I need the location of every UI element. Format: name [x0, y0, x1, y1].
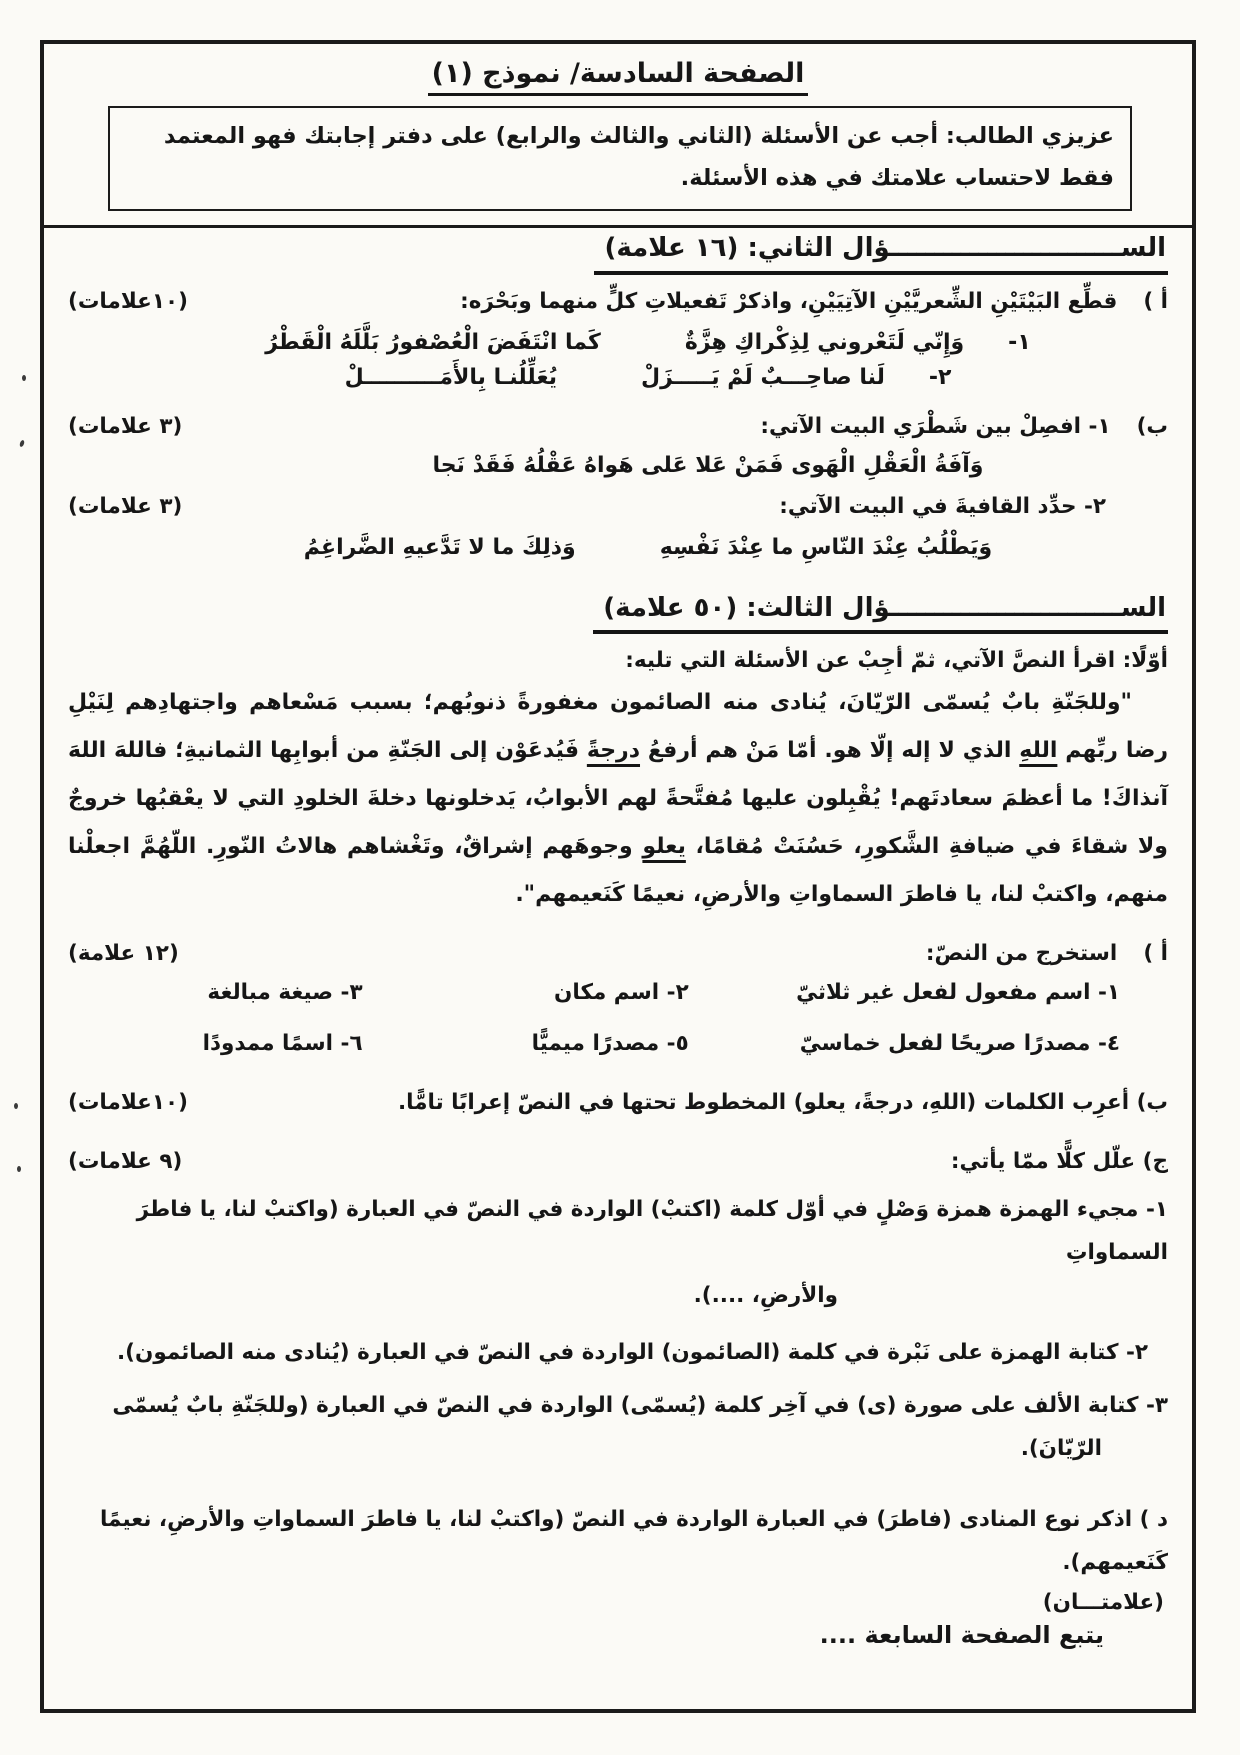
extract-item-2: ٢- اسم مكان [554, 980, 689, 1006]
question2-header: الســــــــــــــــــــــــــؤال الثاني: (١٦ علامة) [594, 232, 1168, 275]
q2-part-a-marks: (١٠علامات) [68, 288, 188, 314]
extract-item-4: ٤- مصدرًا صريحًا لفعل خماسيّ [799, 1031, 1120, 1057]
passage-underlined-darajah: درجةً [586, 738, 641, 764]
passage-seg-2: الذي لا إله إلّا هو. أمّا مَنْ هم أرفعُ [640, 738, 1020, 764]
scan-artifact [17, 1166, 21, 1172]
passage-underlined-allah: اللهِ [1019, 738, 1058, 764]
continuation-text: يتبع الصفحة السابعة .... [819, 1621, 1104, 1650]
page-frame [40, 40, 1196, 1713]
q2-verse-3 [248, 453, 1168, 478]
q3-parse-text: ب) أعرِب الكلمات (اللهِ، درجةً، يعلو) المخطوط تحتها في النصّ إعرابًا تامًّا. [397, 1090, 1168, 1116]
scan-artifact [22, 375, 26, 381]
q3-parse-row [68, 1090, 1168, 1115]
q2-part-a-label: أ ) [1143, 288, 1168, 314]
q3-extract-row [68, 941, 1168, 966]
instruction-text: عزيزي الطالب: أجب عن الأسئلة (الثاني والثالث والرابع) على دفتر إجابتك فهو المعتمد فقط لاحتساب علامتك في هذه الأسئلة. [163, 123, 1114, 191]
q3-extract-label: أ ) [1143, 941, 1168, 967]
justify-reason-1 [68, 1188, 1168, 1317]
justify-reason-2 [68, 1331, 1168, 1374]
reason-1-line-2: والأرضِ، ....). [693, 1283, 838, 1309]
reason-3-line-2: الرّيّانَ). [1020, 1436, 1102, 1462]
q3-justify-marks: (٩ علامات) [68, 1149, 183, 1175]
q3-extract-grid [68, 980, 1168, 1056]
question3-header: الســــــــــــــــــــــــــؤال الثالث: (٥٠ علامة) [593, 592, 1168, 635]
q3-part-d-marks: (علامتـــان) [1042, 1590, 1164, 1616]
q3-part-d-marks-line [68, 1590, 1168, 1615]
verse-2-right-hemistich: لَنا صاحِـــبٌ لَمْ يَـــــزَلْ [641, 364, 885, 390]
reason-3-line-1: ٣- كتابة الألف على صورة (ى) في آخِر كلمة (يُسمّى) الواردة في النصّ في العبارة (وللجَنّةِ بابٌ يُسمّى [112, 1393, 1168, 1419]
verse-1-right-hemistich: وَإِنّي لَتَعْروني لِذِكْراكِ هِزَّةٌ [684, 329, 965, 355]
scan-artifact [14, 1103, 18, 1109]
q2-part-a-text: قطِّع البَيْتَيْنِ الشِّعريَّيْنِ الآتِيَيْنِ، واذكرْ تَفعيلاتِ كلٍّ منهما وبَحْرَه: [460, 288, 1118, 314]
q3-justify-text: ج) علّل كلًّا ممّا يأتي: [950, 1149, 1168, 1175]
q2-verse-4 [128, 535, 1168, 560]
passage-underlined-yaalu: يعلو [642, 834, 686, 860]
passage-seg-3: فَيُدعَوْن إلى الجَنّةِ من أبوابِها الثمانيةِ؛ فاللهَ اللهَ آنذاكَ! ما أعظمَ سعادتَهم! يُقْبِلون عليها مُفتَّحةً لهم الأبوابُ، يَدخلونها دخلةَ الخلودِ التي لا يعْقبُها خروجٌ ولا شقاءَ في ضيافةِ الشَّكورِ، حَسُنَتْ مُقامًا، [68, 738, 1168, 860]
q2-verse-1 [128, 330, 1168, 355]
q3-part-d-row [68, 1498, 1168, 1584]
verse-4-right-hemistich: وَيَطْلُبُ عِنْدَ النّاسِ ما عِنْدَ نَفْسِهِ [659, 534, 993, 560]
q2-part-b-item1-marks: (٣ علامات) [68, 413, 183, 439]
q3-intro-row [68, 648, 1168, 673]
passage-seg-1: "وللجَنّةِ بابٌ يُسمّى الرّيّانَ، يُنادى منه الصائمون مغفورةً ذنوبُهم؛ بسبب مَسْعاهم واجتهادِهم لِنَيْلِ رضا ربِّهم [68, 690, 1169, 764]
scan-artifact [19, 440, 25, 448]
verse-4-left-hemistich: وَذلِكَ ما لا تَدَّعيهِ الضَّراغِمُ [303, 534, 576, 560]
justify-reason-3 [68, 1384, 1168, 1470]
q2-part-b-item2-text: ٢- حدِّد القافيةَ في البيت الآتي: [779, 493, 1106, 519]
verse-2-number: ٢- [928, 364, 952, 390]
extract-item-5: ٥- مصدرًا ميميًّا [531, 1031, 689, 1057]
q2-verse-2 [128, 365, 1168, 390]
reason-1-line-1: ١- مجيء الهمزة همزة وَصْلٍ في أوّل كلمة (اكتبْ) الواردة في النصّ في العبارة (واكتبْ لنا، يا فاطرَ السماواتِ [136, 1197, 1168, 1266]
extract-item-3: ٣- صيغة مبالغة [207, 980, 363, 1006]
q3-intro-text: أوّلًا: اقرأ النصَّ الآتي، ثمّ أجِبْ عن الأسئلة التي تليه: [625, 648, 1168, 674]
q2-part-b-item2-marks: (٣ علامات) [68, 493, 183, 519]
q2-part-b-item2-row [68, 494, 1168, 519]
extract-item-6: ٦- اسمًا ممدودًا [202, 1031, 363, 1057]
q2-part-b-label: ب) [1136, 413, 1168, 439]
q3-extract-marks: (١٢ علامة) [68, 941, 179, 967]
q3-part-d-text: د ) اذكر نوع المنادى (فاطرَ) في العبارة الواردة في النصّ (واكتبْ لنا، يا فاطرَ السماواتِ والأرضِ، نعيمًا كَنَعيمهم). [99, 1507, 1168, 1576]
verse-1-number: ١- [1008, 329, 1031, 355]
q3-justify-row [68, 1149, 1168, 1174]
reason-2-line: ٢- كتابة الهمزة على نَبْرة في كلمة (الصائمون) الواردة في النصّ في العبارة (يُنادى منه الصائمون). [117, 1340, 1148, 1366]
q3-extract-text: استخرج من النصّ: [925, 941, 1118, 967]
reading-passage [68, 679, 1168, 919]
verse-1-left-hemistich: كَما انْتَفَضَ الْعُصْفورُ بَلَّلَهُ الْقَطْرُ [265, 329, 601, 355]
q2-part-b-item1-text: ١- افصِلْ بين شَطْرَي البيت الآتي: [760, 413, 1111, 439]
verse-2-left-hemistich: يُعَلِّلُنـا بِالأَمَــــــــــلْ [344, 364, 557, 390]
q2-part-b-item1-row [68, 414, 1168, 439]
q2-part-a-row [68, 289, 1168, 314]
passage-seg-4: وجوهَهم إشراقٌ، وتَغْشاهم هالاتُ النّورِ. اللّهُمَّ اجعلْنا منهم، واكتبْ لنا، يا فاطرَ السماواتِ والأرضِ، نعيمًا كَنَعيمهم". [68, 834, 1168, 908]
page-title: الصفحة السادسة/ نموذج (١) [428, 58, 809, 96]
instruction-box [108, 106, 1132, 211]
q3-parse-marks: (١٠علامات) [68, 1090, 188, 1116]
continuation-note [68, 1621, 1168, 1649]
verse-3-text: وَآفَةُ الْعَقْلِ الْهَوى فَمَنْ عَلا عَلى هَواهُ عَقْلُهُ فَقَدْ نَجا [432, 452, 984, 478]
extract-item-1: ١- اسم مفعول لفعل غير ثلاثيّ [796, 980, 1120, 1006]
